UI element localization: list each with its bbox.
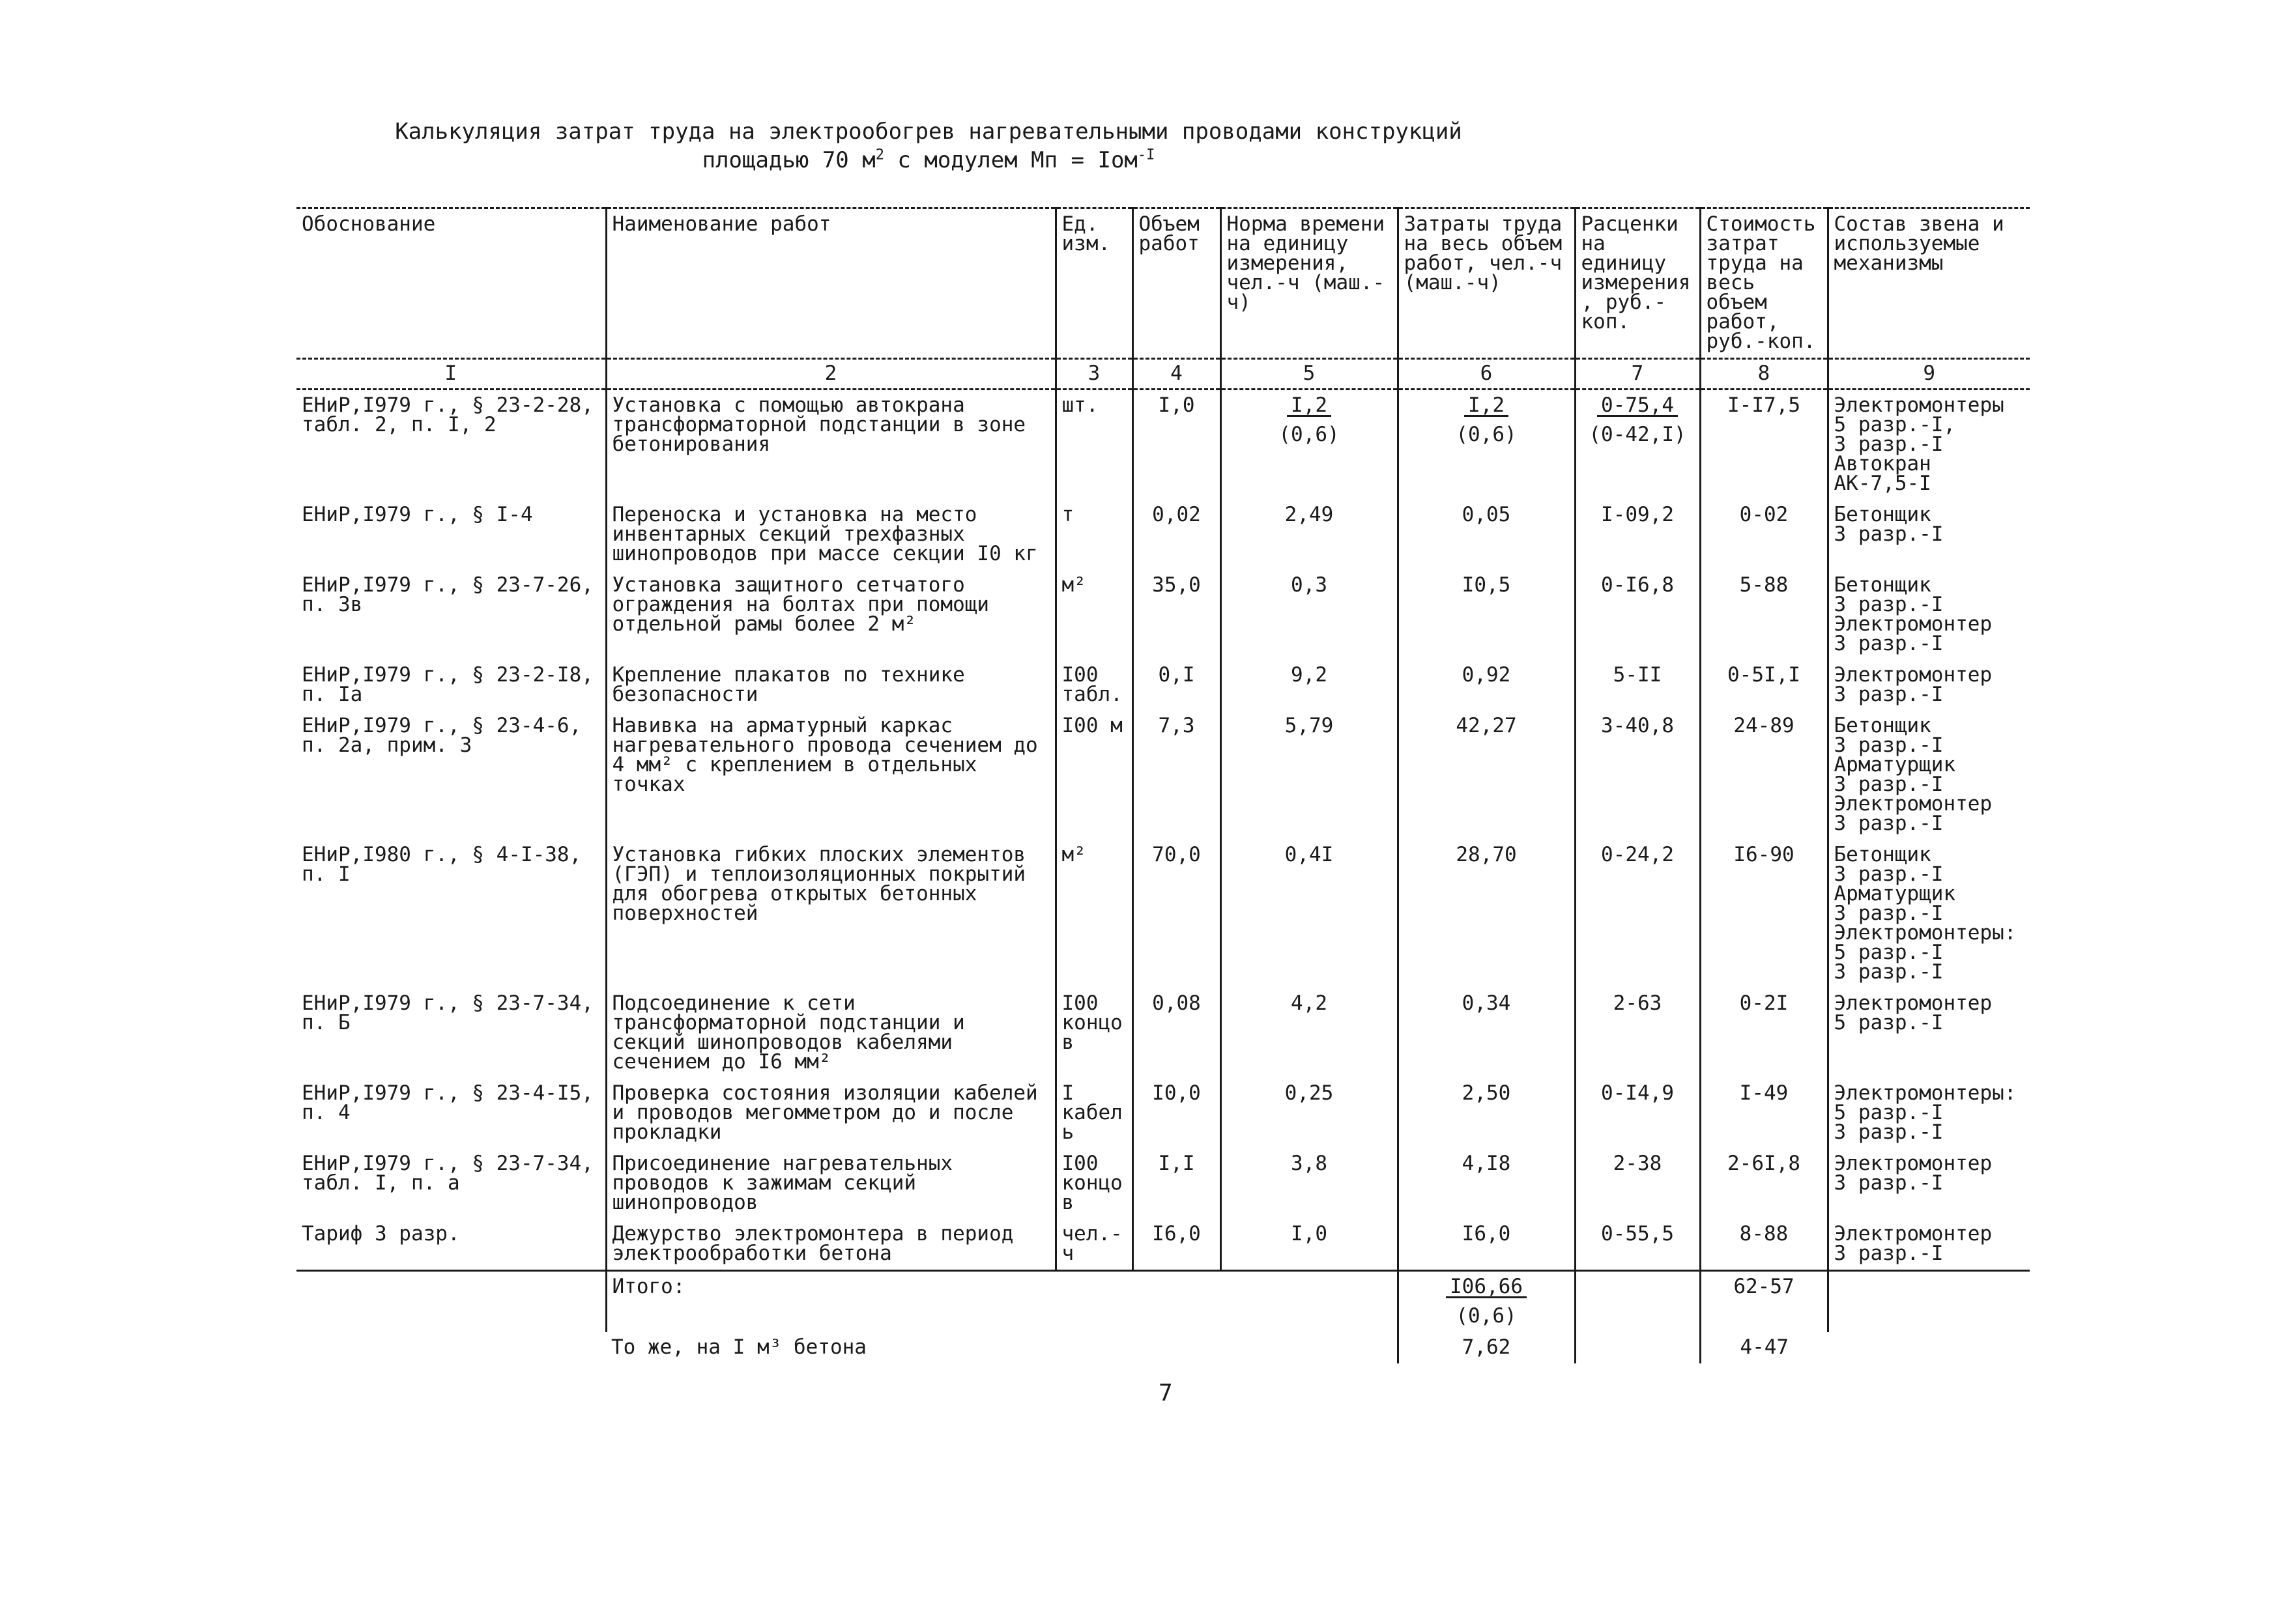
cell-volume xyxy=(1132,1219,1220,1271)
basis-text: Тариф 3 разр. xyxy=(302,1222,460,1246)
cell-cost xyxy=(1700,1219,1828,1271)
cell-rate-value: 0-75,4 xyxy=(1597,395,1678,417)
col-num-9: 9 xyxy=(1828,359,2030,390)
crew-line: Бетонщик xyxy=(1834,503,1931,526)
crew-line: Арматурщик xyxy=(1834,753,1956,776)
per-m3-row xyxy=(296,1332,2030,1363)
volume-text: 0,I xyxy=(1158,663,1195,687)
basis-text: ЕНиР,I980 г., § 4-I-38, п. I xyxy=(302,843,582,886)
cost-text: 5-88 xyxy=(1739,573,1789,597)
cell-volume xyxy=(1132,660,1220,711)
cell-labor xyxy=(1398,1219,1575,1271)
cell-rate xyxy=(1575,660,1700,711)
cell-rate xyxy=(1575,390,1700,500)
cell-basis xyxy=(296,1219,606,1271)
cell-unit xyxy=(1056,988,1132,1078)
volume-text: I6,0 xyxy=(1152,1222,1201,1246)
cell-labor-mach: (0,6) xyxy=(1456,423,1517,446)
unit-text: I00 концов xyxy=(1061,991,1123,1054)
calculation-table xyxy=(296,207,2030,1363)
cell-labor xyxy=(1398,1148,1575,1219)
cell-labor xyxy=(1398,570,1575,660)
cell-labor-value: 28,70 xyxy=(1456,843,1517,866)
cell-rate-value: 0-I4,9 xyxy=(1601,1081,1674,1105)
work-text: Навивка на арматурный каркас нагревательного провода сечением до 4 мм² с креплением в отдельных точках xyxy=(612,714,1038,796)
cell-rate-value: 0-I6,8 xyxy=(1601,573,1674,597)
cell-norm xyxy=(1220,500,1398,570)
cell-cost xyxy=(1700,660,1828,711)
title-sup-area: 2 xyxy=(875,147,884,164)
unit-text: т xyxy=(1061,503,1074,526)
crew-line: 3 разр.-I xyxy=(1834,683,1944,706)
cell-norm xyxy=(1220,711,1398,840)
cell-labor-value: I0,5 xyxy=(1462,573,1511,597)
volume-text: 35,0 xyxy=(1152,573,1201,597)
cost-text: I6-90 xyxy=(1733,843,1794,866)
cell-basis xyxy=(296,711,606,840)
cell-work xyxy=(606,711,1056,840)
cell-unit xyxy=(1056,1078,1132,1148)
cell-labor xyxy=(1398,711,1575,840)
header-crew: Состав звена и используемые механизмы xyxy=(1828,208,2030,359)
crew-line: 5 разр.-I, xyxy=(1834,413,1956,436)
cost-text: 0-02 xyxy=(1739,503,1789,526)
crew-line: Электромонтеры: xyxy=(1834,921,2017,945)
cell-work xyxy=(606,840,1056,988)
cell-rate xyxy=(1575,1078,1700,1148)
cell-rate-value: 3-40,8 xyxy=(1601,714,1674,737)
cell-rate-value: I-09,2 xyxy=(1601,503,1674,526)
cell-work xyxy=(606,988,1056,1078)
total-row xyxy=(296,1271,2030,1333)
unit-text: м² xyxy=(1061,843,1086,866)
unit-text: I кабель xyxy=(1061,1081,1123,1144)
cell-norm xyxy=(1220,1148,1398,1219)
crew-line: 3 разр.-I xyxy=(1834,522,1944,546)
col-num-6: 6 xyxy=(1398,359,1575,390)
crew-line: Электромонтер xyxy=(1834,792,1993,816)
work-text: Переноска и установка на место инвентарных секций трехфазных шинопроводов при массе секции I0 кг xyxy=(612,503,1038,565)
work-text: Установка защитного сетчатого ограждения на болтах при помощи отдельной рамы более 2 м² xyxy=(612,573,990,636)
unit-text: шт. xyxy=(1061,393,1099,417)
cell-work xyxy=(606,660,1056,711)
unit-text: I00 табл. xyxy=(1061,663,1123,706)
cell-crew xyxy=(1828,570,2030,660)
cell-labor xyxy=(1398,840,1575,988)
table-row xyxy=(296,711,2030,840)
cell-crew xyxy=(1828,500,2030,570)
header-rate: Расценки на единицу измерения, руб.-коп. xyxy=(1575,208,1700,359)
table-row xyxy=(296,570,2030,660)
crew-line: 3 разр.-I xyxy=(1834,734,1944,757)
crew-line: Бетонщик xyxy=(1834,714,1931,737)
basis-text: ЕНиР,I979 г., § 23-7-34, п. Б xyxy=(302,991,594,1034)
crew-line: Бетонщик xyxy=(1834,843,1931,866)
title-line-1: Калькуляция затрат труда на электрообогрев нагревательными проводами конструкций xyxy=(395,119,1462,145)
cell-cost xyxy=(1700,840,1828,988)
cell-labor xyxy=(1398,660,1575,711)
cost-text: 8-88 xyxy=(1739,1222,1789,1246)
total-labor-cell xyxy=(1398,1271,1575,1333)
cost-text: 24-89 xyxy=(1733,714,1794,737)
table-row xyxy=(296,660,2030,711)
crew-line: 3 разр.-I xyxy=(1834,960,1944,984)
cell-basis xyxy=(296,1078,606,1148)
cell-rate-value: 0-55,5 xyxy=(1601,1222,1674,1246)
header-work: Наименование работ xyxy=(606,208,1056,359)
cell-rate-value: 2-63 xyxy=(1613,991,1662,1015)
cell-norm-value: 0,4I xyxy=(1284,843,1334,866)
col-num-4: 4 xyxy=(1132,359,1220,390)
crew-line: Электромонтеры xyxy=(1834,393,2004,417)
cost-text: 2-6I,8 xyxy=(1727,1152,1800,1175)
cell-labor-value: 4,I8 xyxy=(1462,1152,1511,1175)
total-cost: 62-57 xyxy=(1700,1271,1828,1333)
cell-work xyxy=(606,500,1056,570)
crew-line: 3 разр.-I xyxy=(1834,1171,1944,1195)
crew-line: Электромонтер xyxy=(1834,1222,1993,1246)
header-row xyxy=(296,208,2030,359)
cost-text: 0-2I xyxy=(1739,991,1789,1015)
crew-line: Электромонтер xyxy=(1834,1152,1993,1175)
table-row xyxy=(296,1078,2030,1148)
cell-labor-value: 0,05 xyxy=(1462,503,1511,526)
cell-volume xyxy=(1132,1148,1220,1219)
cost-text: 0-5I,I xyxy=(1727,663,1800,687)
cell-basis xyxy=(296,660,606,711)
per-m3-labor: 7,62 xyxy=(1398,1332,1575,1363)
crew-line: 5 разр.-I xyxy=(1834,1011,1944,1034)
cell-volume xyxy=(1132,988,1220,1078)
col-num-2: 2 xyxy=(606,359,1056,390)
cell-rate-value: 0-24,2 xyxy=(1601,843,1674,866)
basis-text: ЕНиР,I979 г., § 23-7-34, табл. I, п. а xyxy=(302,1152,594,1195)
cell-cost xyxy=(1700,500,1828,570)
cell-norm xyxy=(1220,390,1398,500)
crew-line: Автокран АК-7,5-I xyxy=(1834,452,1931,495)
page-number: 7 xyxy=(1159,1380,1173,1406)
table-row xyxy=(296,1219,2030,1271)
cell-basis xyxy=(296,988,606,1078)
cell-rate-mach: (0-42,I) xyxy=(1589,423,1686,446)
cell-norm-mach: (0,6) xyxy=(1278,423,1340,446)
cell-crew xyxy=(1828,711,2030,840)
crew-line: 3 разр.-I xyxy=(1834,902,1944,925)
cell-cost xyxy=(1700,988,1828,1078)
col-num-3: 3 xyxy=(1056,359,1132,390)
cell-crew xyxy=(1828,390,2030,500)
work-text: Крепление плакатов по технике безопасности xyxy=(612,663,965,706)
cell-norm-value: 5,79 xyxy=(1284,714,1334,737)
cell-unit xyxy=(1056,500,1132,570)
col-num-1: I xyxy=(296,359,606,390)
crew-line: Арматурщик xyxy=(1834,882,1956,905)
unit-text: I00 м xyxy=(1061,714,1123,737)
title-line-2 xyxy=(326,146,1531,175)
cell-norm-value: 0,3 xyxy=(1291,573,1327,597)
cell-labor xyxy=(1398,390,1575,500)
crew-line: 3 разр.-I xyxy=(1834,1120,1944,1144)
cell-volume xyxy=(1132,570,1220,660)
unit-text: I00 концов xyxy=(1061,1152,1123,1214)
cell-work xyxy=(606,1219,1056,1271)
cost-text: I-49 xyxy=(1739,1081,1789,1105)
cell-volume xyxy=(1132,500,1220,570)
table-summary xyxy=(296,1271,2030,1364)
cell-volume xyxy=(1132,711,1220,840)
table-row xyxy=(296,500,2030,570)
cell-basis xyxy=(296,390,606,500)
crew-line: 3 разр.-I xyxy=(1834,433,1944,456)
basis-text: ЕНиР,I979 г., § 23-2-28, табл. 2, п. I, 2 xyxy=(302,393,594,436)
cell-work xyxy=(606,1148,1056,1219)
cell-unit xyxy=(1056,711,1132,840)
crew-line: 3 разр.-I xyxy=(1834,593,1944,616)
cell-cost xyxy=(1700,711,1828,840)
cell-rate xyxy=(1575,840,1700,988)
cost-text: I-I7,5 xyxy=(1727,393,1800,417)
crew-line: Электромонтер xyxy=(1834,991,1993,1015)
work-text: Установка с помощью автокрана трансформаторной подстанции в зоне бетонирования xyxy=(612,393,1026,456)
cell-norm xyxy=(1220,840,1398,988)
header-norm: Норма времени на единицу измерения, чел.-ч (маш.-ч) xyxy=(1220,208,1398,359)
cell-norm xyxy=(1220,1219,1398,1271)
total-labor-mach: (0,6) xyxy=(1456,1304,1517,1328)
work-text: Присоединение нагревательных проводов к зажимам секций шинопроводов xyxy=(612,1152,953,1214)
cell-unit xyxy=(1056,390,1132,500)
crew-line: 5 разр.-I xyxy=(1834,1101,1944,1124)
basis-text: ЕНиР,I979 г., § 23-4-6, п. 2а, прим. 3 xyxy=(302,714,582,757)
cell-norm-value: 0,25 xyxy=(1284,1081,1334,1105)
work-text: Подсоединение к сети трансформаторной подстанции и секций шинопроводов кабелями сечением до I6 мм² xyxy=(612,991,965,1074)
cell-cost xyxy=(1700,1148,1828,1219)
table-row xyxy=(296,390,2030,500)
cell-crew xyxy=(1828,1148,2030,1219)
column-number-row xyxy=(296,359,2030,390)
cell-rate-value: 5-II xyxy=(1613,663,1662,687)
col-num-5: 5 xyxy=(1220,359,1398,390)
cell-norm-value: 2,49 xyxy=(1284,503,1334,526)
volume-text: 7,3 xyxy=(1158,714,1195,737)
work-text: Установка гибких плоских элементов (ГЭП) и теплоизоляционных покрытий для обогрева открытых бетонных поверхностей xyxy=(612,843,1026,925)
cell-unit xyxy=(1056,660,1132,711)
crew-line: 3 разр.-I xyxy=(1834,1242,1944,1265)
crew-line: 3 разр.-I xyxy=(1834,773,1944,796)
crew-line: Электромонтер xyxy=(1834,612,1993,636)
total-labor: I06,66 xyxy=(1446,1277,1527,1298)
cell-basis xyxy=(296,570,606,660)
cell-labor-value: 0,34 xyxy=(1462,991,1511,1015)
table-row xyxy=(296,1148,2030,1219)
cell-cost xyxy=(1700,1078,1828,1148)
cell-labor-value: 42,27 xyxy=(1456,714,1517,737)
cell-cost xyxy=(1700,390,1828,500)
header-labor: Затраты труда на весь объем работ, чел.-ч (маш.-ч) xyxy=(1398,208,1575,359)
cell-work xyxy=(606,390,1056,500)
header-volume: Объем работ xyxy=(1132,208,1220,359)
header-unit: Ед. изм. xyxy=(1056,208,1132,359)
cell-unit xyxy=(1056,570,1132,660)
cell-unit xyxy=(1056,1148,1132,1219)
work-text: Дежурство электромонтера в период электрообработки бетона xyxy=(612,1222,1014,1265)
cell-norm xyxy=(1220,988,1398,1078)
volume-text: I0,0 xyxy=(1152,1081,1201,1105)
title-line-2-mid: с модулем Мп = Iом xyxy=(884,147,1138,173)
cell-rate xyxy=(1575,711,1700,840)
volume-text: I,0 xyxy=(1158,393,1195,417)
header-basis: Обоснование xyxy=(296,208,606,359)
volume-text: 70,0 xyxy=(1152,843,1201,866)
cell-volume xyxy=(1132,390,1220,500)
cell-crew xyxy=(1828,1219,2030,1271)
crew-line: 5 разр.-I xyxy=(1834,941,1944,964)
cell-labor xyxy=(1398,1078,1575,1148)
cell-rate xyxy=(1575,500,1700,570)
unit-text: м² xyxy=(1061,573,1086,597)
basis-text: ЕНиР,I979 г., § 23-4-I5, п. 4 xyxy=(302,1081,594,1124)
volume-text: 0,08 xyxy=(1152,991,1201,1015)
cell-norm xyxy=(1220,660,1398,711)
header-cost: Стоимость затрат труда на весь объем работ, руб.-коп. xyxy=(1700,208,1828,359)
crew-line: 3 разр.-I xyxy=(1834,632,1944,655)
document-title xyxy=(326,117,1531,175)
title-sup-modulus: -I xyxy=(1137,147,1155,164)
table-row xyxy=(296,988,2030,1078)
cell-basis xyxy=(296,840,606,988)
crew-line: 3 разр.-I xyxy=(1834,862,1944,886)
volume-text: 0,02 xyxy=(1152,503,1201,526)
basis-text: ЕНиР,I979 г., § I-4 xyxy=(302,503,533,526)
cell-rate xyxy=(1575,570,1700,660)
cell-labor-value: 2,50 xyxy=(1462,1081,1511,1105)
table-row xyxy=(296,840,2030,988)
work-text: Проверка состояния изоляции кабелей и проводов мегомметром до и после прокладки xyxy=(612,1081,1038,1144)
crew-line: Электромонтеры: xyxy=(1834,1081,2017,1105)
col-num-8: 8 xyxy=(1700,359,1828,390)
cell-cost xyxy=(1700,570,1828,660)
cell-labor xyxy=(1398,500,1575,570)
cell-norm-value: I,0 xyxy=(1291,1222,1327,1246)
cell-basis xyxy=(296,500,606,570)
volume-text: I,I xyxy=(1158,1152,1195,1175)
cell-norm xyxy=(1220,1078,1398,1148)
per-m3-cost: 4-47 xyxy=(1700,1332,1828,1363)
total-label: Итого: xyxy=(606,1271,1056,1333)
cell-norm-value: I,2 xyxy=(1287,395,1331,417)
cell-norm-value: 4,2 xyxy=(1291,991,1327,1015)
basis-text: ЕНиР,I979 г., § 23-2-I8, п. Iа xyxy=(302,663,594,706)
per-m3-label: То же, на I м³ бетона xyxy=(611,1335,867,1359)
cell-norm-value: 9,2 xyxy=(1291,663,1327,687)
crew-line: Бетонщик xyxy=(1834,573,1931,597)
cell-rate-value: 2-38 xyxy=(1613,1152,1662,1175)
cell-crew xyxy=(1828,660,2030,711)
cell-crew xyxy=(1828,840,2030,988)
cell-rate xyxy=(1575,1148,1700,1219)
cell-rate xyxy=(1575,988,1700,1078)
cell-volume xyxy=(1132,1078,1220,1148)
cell-crew xyxy=(1828,988,2030,1078)
cell-crew xyxy=(1828,1078,2030,1148)
col-num-7: 7 xyxy=(1575,359,1700,390)
cell-norm xyxy=(1220,570,1398,660)
cell-volume xyxy=(1132,840,1220,988)
basis-text: ЕНиР,I979 г., § 23-7-26, п. 3в xyxy=(302,573,594,616)
title-line-2-start: площадью 70 м xyxy=(702,147,876,173)
cell-unit xyxy=(1056,840,1132,988)
crew-line: Электромонтер xyxy=(1834,663,1993,687)
cell-unit xyxy=(1056,1219,1132,1271)
cell-basis xyxy=(296,1148,606,1219)
cell-labor-value: I,2 xyxy=(1464,395,1508,417)
cell-labor-value: 0,92 xyxy=(1462,663,1511,687)
crew-line: 3 разр.-I xyxy=(1834,812,1944,835)
cell-work xyxy=(606,1078,1056,1148)
cell-labor xyxy=(1398,988,1575,1078)
cell-work xyxy=(606,570,1056,660)
unit-text: чел.-ч xyxy=(1061,1222,1123,1265)
cell-norm-value: 3,8 xyxy=(1291,1152,1327,1175)
table-body xyxy=(296,390,2030,1271)
cell-labor-value: I6,0 xyxy=(1462,1222,1511,1246)
cell-rate xyxy=(1575,1219,1700,1271)
